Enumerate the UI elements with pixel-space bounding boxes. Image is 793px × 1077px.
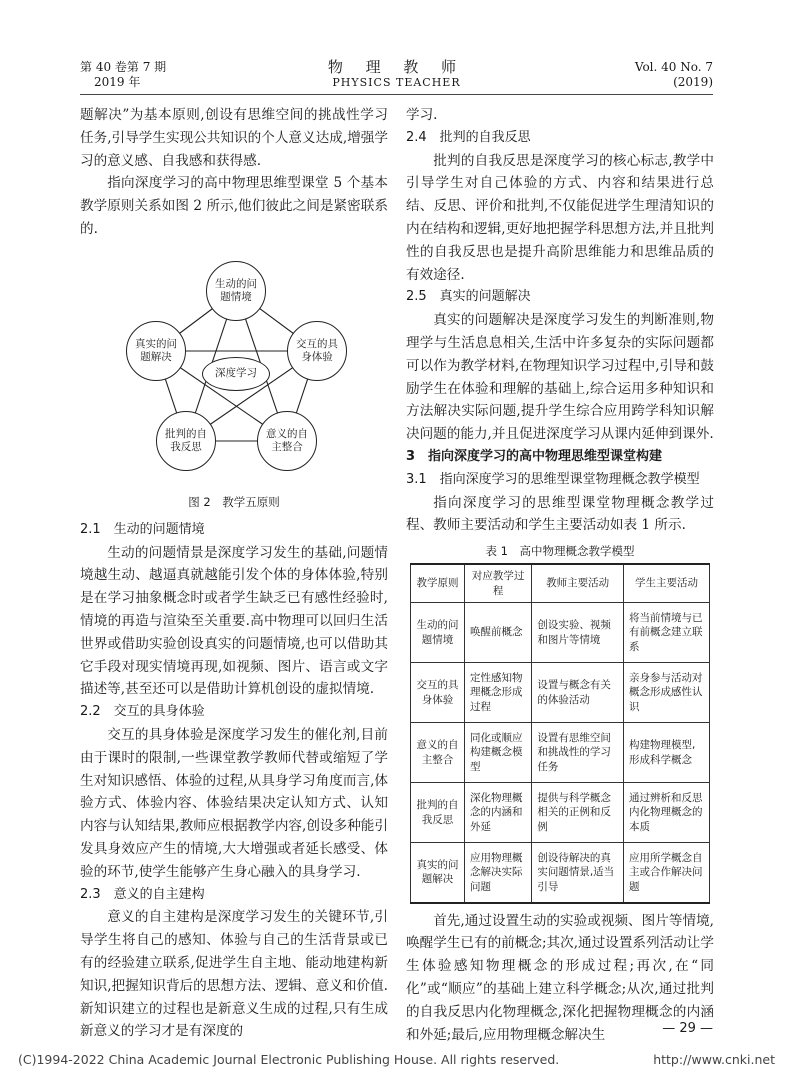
node-autonomous-meaning-integration: 意义的自主整合	[257, 411, 317, 471]
copyright-footer	[0, 1052, 793, 1067]
figure-teaching-principles	[80, 247, 388, 491]
paragraph-continuation: 学习.	[406, 107, 438, 123]
table-row	[411, 663, 710, 723]
running-header-journal: 物 理 教 师 PHYSICS TEACHER	[327, 58, 466, 89]
table-row	[411, 843, 710, 903]
table-header-row	[411, 564, 710, 603]
table-cell: 同化或顺应构建概念模型	[465, 723, 532, 783]
table-cell: 应用物理概念解决实际问题	[465, 843, 532, 903]
section-heading-2-3: 2.3 意义的自主建构	[80, 886, 205, 902]
figure-caption: 图 2 教学五原则	[188, 494, 280, 509]
table-cell: 唤醒前概念	[465, 603, 532, 663]
paragraph-final: 首先,通过设置生动的实验或视频、图片等情境,唤醒学生已有的前概念;其次,通过设置系列活动让学生体验感知物理概念的形成过程;再次,在“同化”或“顺应”的基础上建立科学概念;从次,通过批判的自我反思内化物理概念,深化把握物理概念的内涵和外延;最后,应用物理概念解决生	[406, 912, 714, 1043]
table-row	[411, 783, 710, 843]
table-cell: 真实的问题解决	[411, 843, 465, 903]
table-cell: 通过辨析和反思内化物理概念的本质	[623, 783, 709, 843]
section-heading-2-5: 2.5 真实的问题解决	[406, 289, 531, 305]
copyright-text: (C)1994-2022 China Academic Journal Electronic Publishing House. All rights reserved.	[18, 1052, 560, 1067]
header-rule	[80, 94, 713, 95]
table-cell: 意义的自主整合	[411, 723, 465, 783]
node-interactive-embodied-experience: 交互的具身体验	[287, 321, 347, 381]
node-deep-learning: 深度学习	[202, 357, 270, 391]
right-column	[406, 104, 714, 1046]
table-cell: 创设实验、视频和图片等情境	[532, 603, 624, 663]
table-header-cell: 学生主要活动	[623, 564, 709, 603]
section-heading-3: 3 指向深度学习的高中物理思维型课堂构建	[406, 448, 663, 464]
table-cell: 将当前情境与已有前概念建立联系	[623, 603, 709, 663]
section-heading-3-1: 3.1 指向深度学习的思维型课堂物理概念教学模型	[406, 471, 700, 487]
concept-teaching-model-table	[410, 563, 710, 904]
table-cell: 提供与科学概念相关的正例和反例	[532, 783, 624, 843]
table-cell: 设置与概念有关的体验活动	[532, 663, 624, 723]
table-cell: 交互的具身体验	[411, 663, 465, 723]
table-row	[411, 603, 710, 663]
node-vivid-problem-situation: 生动的问题情境	[206, 261, 266, 321]
paragraph-2-4: 批判的自我反思是深度学习的核心标志,教学中引导学生对自己体验的方式、内容和结果进行总结、反思、评价和批判,不仅能促进学生理清知识的内在结构和逻辑,更好地把握学科思想方法,并且批判性的自我反思也是提升高阶思维能力和思维品质的有效途径.	[406, 152, 714, 283]
table-row	[411, 723, 710, 783]
section-heading-2-1: 2.1 生动的问题情境	[80, 521, 205, 537]
paragraph-2-2: 交互的具身体验是深度学习发生的催化剂,目前由于课时的限制,一些课堂教学教师代替或缩短了学生对知识感悟、体验的过程,从具身学习角度而言,体验方式、体验内容、体验结果决定认知方式、认知内容与认知结果,教师应根据教学内容,创设多种能引发具身效应产生的情境,大大增强或者延长感受、体验的环节,使学生能够产生身心融入的具身学习.	[80, 726, 388, 880]
section-heading-2-2: 2.2 交互的具身体验	[80, 704, 205, 720]
left-column	[80, 104, 388, 1043]
table-cell: 应用所学概念自主或合作解决问题	[623, 843, 709, 903]
table-header-cell: 教学原则	[411, 564, 465, 603]
table-cell: 亲身参与活动对概念形成感性认识	[623, 663, 709, 723]
table-header-cell: 对应教学过程	[465, 564, 532, 603]
running-header-vol-en: Vol. 40 No. 7 (2019)	[634, 60, 713, 89]
node-real-problem-solving: 真实的问题解决	[126, 321, 186, 381]
paragraph-3-1: 指向深度学习的思维型课堂物理概念教学过程、教师主要活动和学生主要活动如表 1 所示.	[406, 494, 714, 534]
node-critical-self-reflection: 批判的自我反思	[156, 411, 216, 471]
table-cell: 构建物理模型,形成科学概念	[623, 723, 709, 783]
table-cell: 定性感知物理概念形成过程	[465, 663, 532, 723]
paragraph-2-1: 生动的问题情景是深度学习发生的基础,问题情境越生动、越逼真就越能引发个体的身体体验,特别是在学习抽象概念时或者学生缺乏已有感性经验时,情境的再造与渲染至关重要.高中物理可以回归生活世界或借助实验创设真实的问题情境,也可以借助其它手段对现实情境再现,如视频、图片、语言或文字描述等,甚至还可以是借助计算机创设的虚拟情境.	[80, 544, 388, 698]
table-cell: 设置有思维空间和挑战性的学习任务	[532, 723, 624, 783]
cnki-url: http://www.cnki.net	[653, 1052, 775, 1067]
table-caption: 表 1 高中物理概念教学模型	[485, 544, 635, 559]
paragraph-intro: 题解决”为基本原则,创设有思维空间的挑战性学习任务,引导学生实现公共知识的个人意义达成,增强学习的意义感、自我感和获得感.	[80, 107, 388, 169]
section-heading-2-4: 2.4 批判的自我反思	[406, 129, 531, 145]
table-cell: 批判的自我反思	[411, 783, 465, 843]
running-header-volume: 第 40 卷第 7 期 2019 年	[80, 60, 167, 89]
page-number: — 29 —	[662, 1021, 713, 1036]
paragraph-2-3: 意义的自主建构是深度学习发生的关键环节,引导学生将自己的感知、体验与自己的生活背景或已有的经验建立联系,促进学生自主地、能动地建构新知识,把握知识背后的思想方法、逻辑、意义和价值.新知识建立的过程也是新意义生成的过程,只有生成新意义的学习才是有深度的	[80, 909, 388, 1040]
table-header-cell: 教师主要活动	[532, 564, 624, 603]
table-cell: 深化物理概念的内涵和外延	[465, 783, 532, 843]
table-cell: 生动的问题情境	[411, 603, 465, 663]
table-cell: 创设待解决的真实问题情景,适当引导	[532, 843, 624, 903]
paragraph-figure-reference: 指向深度学习的高中物理思维型课堂 5 个基本教学原则关系如图 2 所示,他们彼此之间是紧密联系的.	[80, 175, 388, 237]
paragraph-2-5: 真实的问题解决是深度学习发生的判断准则,物理学与生活息息相关,生活中许多复杂的实际问题都可以作为教学材料,在物理知识学习过程中,引导和鼓励学生在体验和理解的基础上,综合运用多种知识和方法解决实际问题,提升学生综合应用跨学科知识解决问题的能力,并且促进深度学习从课内延伸到课外.	[406, 312, 714, 443]
